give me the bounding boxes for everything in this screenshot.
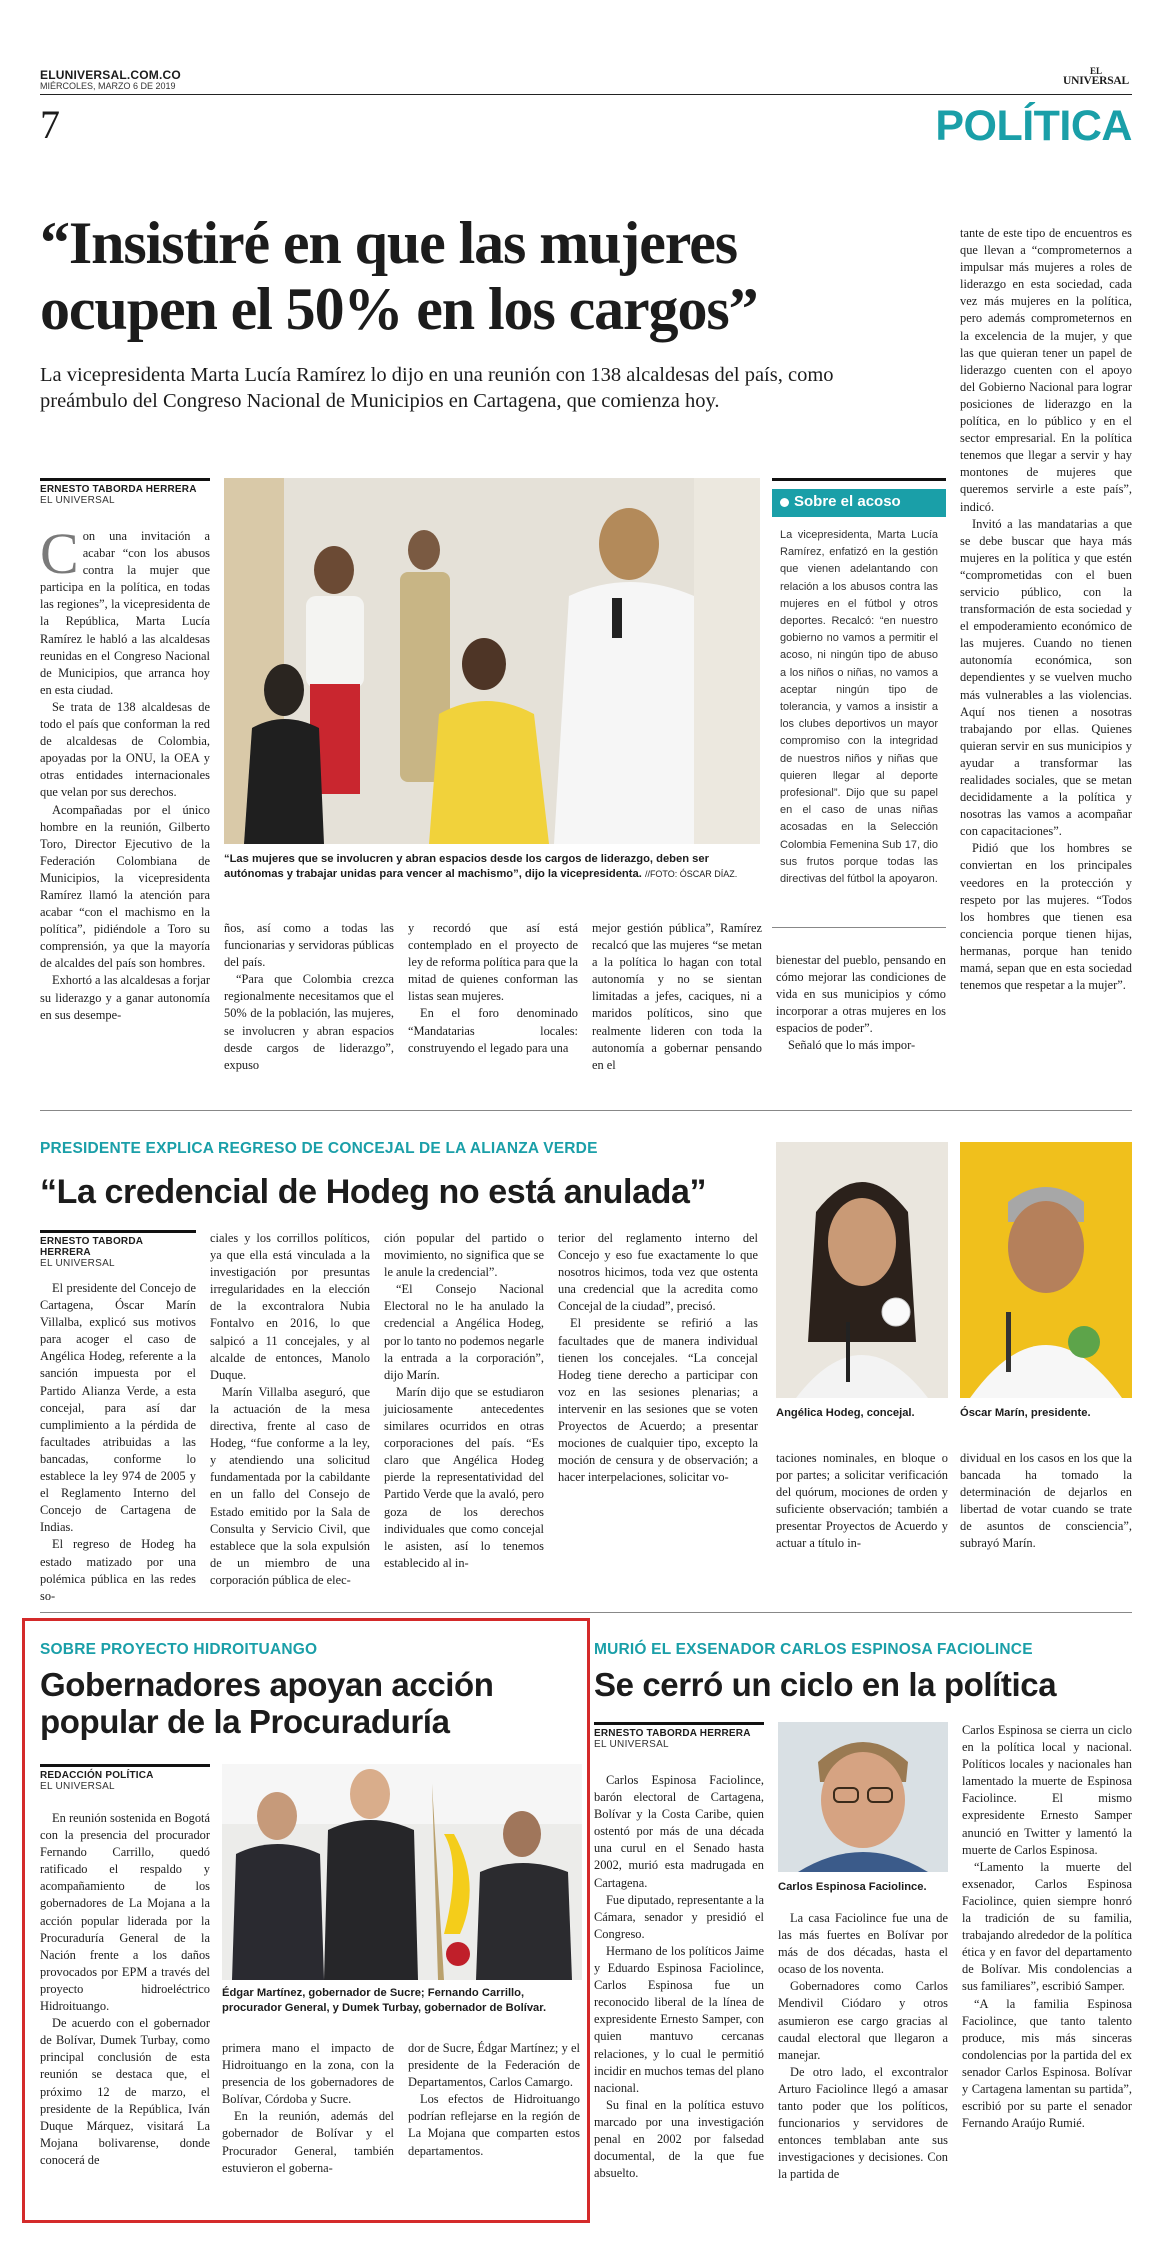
sidebar-title: Sobre el acoso <box>794 493 901 510</box>
story2-col1-p2: El regreso de Hodeg ha estado matizado por una polémica pública en las redes so- <box>40 1537 196 1603</box>
story4-photo <box>778 1722 948 1872</box>
story4-col1-p1: Carlos Espinosa Faciolince, barón electoral de Cartagena, Bolívar y la Costa Caribe, quien ostentó por más de una década una curul en el Senado hasta 2002, murió esta madrugada en Cartagena. <box>594 1773 764 1890</box>
story1-col5 <box>776 952 946 1053</box>
story3-col1-p2: De acuerdo con el gobernador de Bolívar, Dumek Turbay, como principal conclusión de esta reunión se destaca que, el próximo 12 de marzo, el presidente de la República, Iván Duque Márquez, visitará La Mojana bolivarense, donde conocerá de <box>40 2016 210 2167</box>
story4-col1-p4: Su final en la política estuvo marcado por una investigación penal en 2002 por falsedad documental, de la que fue absuelto. <box>594 2097 764 2181</box>
story3-col2 <box>222 2040 394 2206</box>
sidebar-text: La vicepresidenta, Marta Lucía Ramírez, enfatizó en la gestión que vienen adelantando con relación a los abusos contra las mujeres en el fútbol y otros deportes. Recalcó: “en nuestro gobierno no vamos a permitir el acoso, ni ningún tipo de abuso a los niños o niñas, no vamos a aceptar ningún tipo de tolerancia, y vamos a insistir a los clubes deportivos un mayor compromiso con la integridad de nuestros niños y niñas que quieren llegar al deporte profesional”. Dijo que su papel en el caso de unas niñas acosadas en la Selección Colombia Femenina Sub 17, dio sus frutos porque todas las directivas del fútbol la apoyaron. <box>780 529 938 886</box>
story3-headline-line1: Gobernadores apoyan acción <box>40 1666 494 1703</box>
story3-kicker: SOBRE PROYECTO HIDROITUANGO <box>40 1641 318 1658</box>
story1-col1-p2: Se trata de 138 alcaldesas de todo el país que conforman la red de alcaldesas de Colombia, apoyadas por la ONU, la OEA y otras entidades internacionales que velan por sus derechos. <box>40 699 210 800</box>
story1-caption <box>224 852 764 896</box>
story2-caption2: Óscar Marín, presidente. <box>960 1407 1091 1419</box>
story1-col4-text: mejor gestión pública”, Ramírez recalcó que las mujeres “se metan a la política lo hagan con total autonomía y no se sientan limitadas a jefes, caciques, ni a maridos políticos, sino que realmente lideren con toda la autonomía a gobernar pensando en el <box>592 921 762 1072</box>
byline-org: EL UNIVERSAL <box>40 1258 115 1269</box>
story2-col2-text: ciales y los corrillos políticos, ya que ella está vinculada a la investigación por presuntas irregularidades en la elección de la excontralora Nubia Fontalvo en 2016, lo que salpicó a 11 concejales, y al alcalde de entonces, Manolo Duque. <box>210 1231 370 1382</box>
byline-name: ERNESTO TABORDA HERRERA <box>40 1236 143 1258</box>
story1-deck-line2: preámbulo del Congreso Nacional de Municipios en Cartagena, que comienza hoy. <box>40 390 720 412</box>
section-divider <box>40 1612 1132 1613</box>
section-divider <box>40 1110 1132 1111</box>
logo-small: EL <box>1089 66 1102 76</box>
story2-col2-p2: Marín Villalba aseguró, que la actuación de la mesa directiva, frente al caso de Hodeg, “fue conforme a la ley, y atendiendo una solicitud fundamentada por la cabildante en un fallo del Consejo de Estado emitido por la Sala de Consulta y Servicio Civil, que establece que la sola expulsión de un miembro de una corporación pública de elec- <box>210 1384 370 1587</box>
story2-photo-hodeg <box>776 1142 948 1398</box>
site-name[interactable]: ELUNIVERSAL.COM.CO <box>40 68 181 82</box>
story1-byline <box>40 478 210 506</box>
byline-org: EL UNIVERSAL <box>40 1781 115 1792</box>
story3-caption: Édgar Martínez, gobernador de Sucre; Fernando Carrillo, procurador General, y Dumek Turbay, gobernador de Bolívar. <box>222 1987 547 2014</box>
story3-headline-line2: popular de la Procuraduría <box>40 1703 450 1740</box>
story3-col1-p1: En reunión sostenida en Bogotá con la presencia del procurador Fernando Carrillo, quedó ratificado el respaldo y acompañamiento de los gobernadores de La Mojana a la acción popular liderada por la Procuraduría General de la Nación frente a los daños provocados por EPM a través del proyecto hidroeléctrico Hidroituango. <box>40 1811 210 2014</box>
story1-col2-p2: “Para que Colombia crezca regionalmente necesitamos que el 50% de la población, las mujeres, se involucren y abran espacios desde cargos de liderazgo”, expuso <box>224 972 394 1072</box>
story3-headline <box>40 1666 580 1740</box>
page-number: 7 <box>40 102 60 147</box>
story1-sidebar <box>772 478 946 928</box>
story2-photo-marin <box>960 1142 1132 1398</box>
story1-headline-line2: ocupen el 50% en los cargos” <box>40 276 758 342</box>
story2-kicker: PRESIDENTE EXPLICA REGRESO DE CONCEJAL DE LA ALIANZA VERDE <box>40 1140 598 1157</box>
story4-col1-p3: Hermano de los políticos Jaime y Eduardo Espinosa Faciolince, Carlos Espinosa fue un reconocido liberal de la línea de expresidente Ernesto Samper, con quien mantuvo cercanas relaciones, y lo cual le permitió incidir en muchos temas del plano nacional. <box>594 1943 764 2095</box>
story1-col4 <box>592 920 762 1072</box>
story3-col3-p2: Los efectos de Hidroituango podrían reflejarse en la región de La Mojana que comparten estos departamentos. <box>408 2092 580 2158</box>
story1-col5-text: bienestar del pueblo, pensando en cómo mejorar las condiciones de vida en sus municipios y cómo incorporar a otras mujeres en los espacios de poder”. <box>776 953 946 1036</box>
story1-col6-p3: Pidió que los hombres se conviertan en los principales veedores en la protección y respeto por las mujeres. “Todos los hombres que tienen esa conciencia porque tienen hijas, hermanas, porque han tenido mamá, sepan que en esta sociedad tenemos que respetar a la mujer”. <box>960 841 1132 993</box>
story1-col6-p2: Invitó a las mandatarias a que se debe buscar que haya más mujeres en la política y que estén “comprometidas con el buen servicio público, con la transformación de esta sociedad y el empoderamiento económico de las mujeres. Cuando no tienen autonomía económica, son dependientes y se vuelven mucho más vulnerables a las violencias. Aquí nos tienen a nosotras trabajando por ellas. Quienes quieran servir en sus municipios y ayudar a transformar las realidades sociales, que se metan decididamente a la política y nosotras las vamos a acompañar con capacitaciones”. <box>960 516 1132 839</box>
story2-col1-p1: El presidente del Concejo de Cartagena, Óscar Marín Villalba, explicó sus motivos para acoger el caso de Angélica Hodeg, referente a la sanción impuesta por el Partido Alianza Verde, a esta concejal, para así dar cumplimiento a la pérdida de facultades atribuidas a las bancadas, conforme lo establece la ley 974 de 2005 y el Reglamento Interno del Concejo de Cartagena de Indias. <box>40 1281 196 1535</box>
story1-col1-p4: Exhortó a las alcaldesas a forjar su liderazgo y a ganar autonomía en sus desempe- <box>40 973 210 1022</box>
story4-caption: Carlos Espinosa Faciolince. <box>778 1881 927 1893</box>
story1-col5-p2: Señaló que lo más impor- <box>788 1038 916 1053</box>
hodeg-portrait <box>776 1142 948 1398</box>
story1-col2-text: ños, así como a todas las funcionarias y servidoras públicas del país. <box>224 921 394 970</box>
story1-headline <box>40 210 940 342</box>
sidebar-title-bar <box>772 489 946 517</box>
story1-headline-line1: “Insistiré en que las mujeres <box>40 210 737 276</box>
story4-col1-p2: Fue diputado, representante a la Cámara, senador y presidió el Congreso. <box>594 1892 764 1941</box>
story1-deck <box>40 362 940 414</box>
byline-name: ERNESTO TABORDA HERRERA <box>40 484 197 495</box>
story2-col4-text: terior del reglamento interno del Concejo y eso fue exactamente lo que nosotros hicimos, toda vez que ostenta una credencial que la acredita como Concejal de la ciudad”, precisó. <box>558 1231 758 1314</box>
story2-col3-text: ción popular del partido o movimiento, no significa que se le anule la credencial”. <box>384 1231 544 1280</box>
story1-photo <box>224 478 760 844</box>
bullet-icon <box>780 498 789 507</box>
story2-col3-p2: “El Consejo Nacional Electoral no le ha anulado la credencial a Angélica Hodeg, por lo tanto no podemos negarle la entrada a la corporación”, dijo Marín. <box>384 1282 545 1382</box>
masthead-rule <box>40 94 1132 95</box>
story1-col3 <box>408 920 578 1055</box>
story1-col2 <box>224 920 394 1072</box>
byline-name: ERNESTO TABORDA HERRERA <box>594 1728 751 1739</box>
story4-col3-text: Carlos Espinosa se cierra un ciclo en la política local y nacional. Políticos locales y nacionales han lamentado la muerte de Espinosa Faciolince. El mismo expresidente Ernesto Samper anunció en Twitter y lamentó la muerte de Carlos Espinosa. <box>962 1723 1132 1857</box>
story4-col2 <box>778 1910 948 2222</box>
story4-col1 <box>594 1772 764 2222</box>
story3-col3-text: dor de Sucre, Édgar Martínez; y el presidente de la Federación de Departamentos, Carlos Camargo. <box>408 2041 580 2090</box>
espinosa-portrait <box>778 1722 948 1872</box>
story2-byline <box>40 1230 196 1269</box>
story2-col3 <box>384 1230 544 1588</box>
story4-kicker: MURIÓ EL EXSENADOR CARLOS ESPINOSA FACIOLINCE <box>594 1641 1033 1658</box>
story4-col2-p2: Gobernadores como Carlos Mendivil Ciódaro y otros asumieron ese cargo gracias al caudal electoral que llegaron a manejar. <box>778 1979 948 2062</box>
story4-col3 <box>962 1722 1132 2222</box>
photo-credit: //FOTO: ÓSCAR DÍAZ. <box>644 869 738 879</box>
byline-name: REDACCIÓN POLÍTICA <box>40 1770 154 1781</box>
governors-photo <box>222 1764 582 1980</box>
vicepresident-meeting-photo <box>224 478 760 844</box>
story3-col2-p2: En la reunión, además del gobernador de Bolívar y el Procurador General, también estuvieron el goberna- <box>222 2109 394 2175</box>
story1-caption-text: “Las mujeres que se involucren y abran espacios desde los cargos de liderazgo, deben ser autónomas y trabajar unidas para vencer al machismo”, dijo la vicepresidenta. <box>224 853 709 880</box>
story4-byline <box>594 1722 764 1750</box>
story3-col1 <box>40 1810 210 2206</box>
story2-col3-p3: Marín dijo que se estudiaron juiciosamente antecedentes similares ocurridos en otras corporaciones del país. “Es claro que Angélica Hodeg pierde la representatividad del Partido Verde que la avaló, pero goza de los derechos individuales que como concejal le asisten, así lo tenemos establecido al in- <box>384 1384 544 1570</box>
story4-col2-p1: La casa Faciolince fue una de las más fuertes en Bolívar por más de dos décadas, hasta el ocaso de los noventa. <box>778 1911 948 1977</box>
story4-headline: Se cerró un ciclo en la política <box>594 1666 1057 1703</box>
story1-col3-p2: En el foro denominado “Mandatarias locales: construyendo el legado para una <box>408 1006 578 1055</box>
story4-col3-p2: “Lamento la muerte del exsenador, Carlos Espinosa Faciolince, quien siempre honró la tradición de su familia, trabajando alrededor de la política ética y en favor del departamento de Bolívar. Mis condolencias a sus familiares”, escribió Samper. <box>962 1859 1132 1994</box>
story2-col6 <box>960 1450 1132 1588</box>
story3-col3 <box>408 2040 580 2206</box>
story2-col4 <box>558 1230 758 1588</box>
story3-byline <box>40 1764 210 1792</box>
masthead-logo <box>1060 66 1132 86</box>
story2-col2 <box>210 1230 370 1588</box>
story2-caption1: Angélica Hodeg, concejal. <box>776 1407 915 1419</box>
story1-col3-text: y recordó que así está contemplado en el proyecto de ley de reforma política para que la mitad de quienes conforman las listas sean mujeres. <box>408 921 578 1004</box>
story1-dropcap: C <box>40 521 79 586</box>
story4-col3-p3: “A la familia Espinosa Faciolince, que tanto talento produce, mis más sinceras condolencias por la partida del ex senador Carlos Espinosa. Bolívar y Cartagena lamentan su partida”, escribió por su parte el senador Fernando Araújo Rumié. <box>962 1996 1132 2131</box>
story3-photo <box>222 1764 582 1980</box>
story2-col5 <box>776 1450 948 1588</box>
story1-col1-first: on una invitación a acabar “con los abusos contra la mujer que participa en la política, en todas las regiones”, la vicepresidenta de la República, Marta Lucía Ramírez le habló a las alcaldesas reunidas en el Congreso Nacional de Municipios, que arranca hoy en esta ciudad. <box>40 529 210 697</box>
story2-headline: “La credencial de Hodeg no está anulada” <box>40 1173 707 1211</box>
byline-org: EL UNIVERSAL <box>40 495 115 506</box>
story1-col6 <box>960 225 1132 1040</box>
story2-col6-text: dividual en los casos en los que la bancada ha tomado la determinación de dejarlos en libertad de votar cuando se trate de asuntos de consciencia”, subrayó Marín. <box>960 1451 1132 1551</box>
story1-deck-line1: La vicepresidenta Marta Lucía Ramírez lo dijo en una reunión con 138 alcaldesas del país, como <box>40 364 834 386</box>
story1-col1-p3: Acompañadas por el único hombre en la reunión, Gilberto Toro, Director Ejecutivo de la Federación Colombiana de Municipios, la vicepresidenta Ramírez llamó la atención para acabar “con el machismo en la política”, pidiéndole a Toro su comprensión, ya que la mayoría de alcaldes del país son hombres. <box>40 802 210 971</box>
story1-col1 <box>40 521 210 1038</box>
story2-col5-text: taciones nominales, en bloque o por partes; a solicitar verificación del quórum, mociones de orden y suficiente observación; también a presentar Proyectos de Acuerdo y actuar a título in- <box>776 1451 948 1551</box>
section-title: POLÍTICA <box>935 102 1132 150</box>
story2-col1 <box>40 1280 196 1603</box>
logo-main: UNIVERSAL <box>1063 75 1129 87</box>
story4-col2-p3: De otro lado, el excontralor Arturo Faciolince llegó a amasar tanto poder que los políticos, funcionarios y servidores de entonces temblaban ante sus investigaciones y decisiones. Con la partida de <box>778 2064 948 2182</box>
byline-org: EL UNIVERSAL <box>594 1739 669 1750</box>
story1-col6-text: tante de este tipo de encuentros es que llevan a “comprometernos a impulsar más mujeres a roles de liderazgo en esta sociedad, cada vez más mujeres en la política, pero además comprometernos en la excelencia de la mujer, y que las que quieran tener un papel de liderazgo cuenten con el apoyo del Gobierno Nacional para lograr posiciones de liderazgo en la política, en lo público y en el sector empresarial. En la política tenemos que llegar a servir y hay montones de mujeres que queremos servirle a este país”, indicó. <box>960 226 1132 514</box>
issue-date: MIÉRCOLES, MARZO 6 DE 2019 <box>40 81 176 91</box>
story3-col2-text: primera mano el impacto de Hidroituango en la zona, con la presencia de los gobernadores de Bolívar, Córdoba y Sucre. <box>222 2041 394 2107</box>
marin-portrait <box>960 1142 1132 1398</box>
story2-col4-p2: El presidente se refirió a las facultades que de manera individual tienen los concejales. “La concejal Hodeg tiene derecho a participar con voz en las sesiones plenarias; a intervenir en las sesiones que se voten Proyectos de Acuerdo; a presentar mociones de cualquier tipo, excepto la moción de censura y de observación; a hacer interpelaciones, solicitar vo- <box>558 1316 758 1485</box>
